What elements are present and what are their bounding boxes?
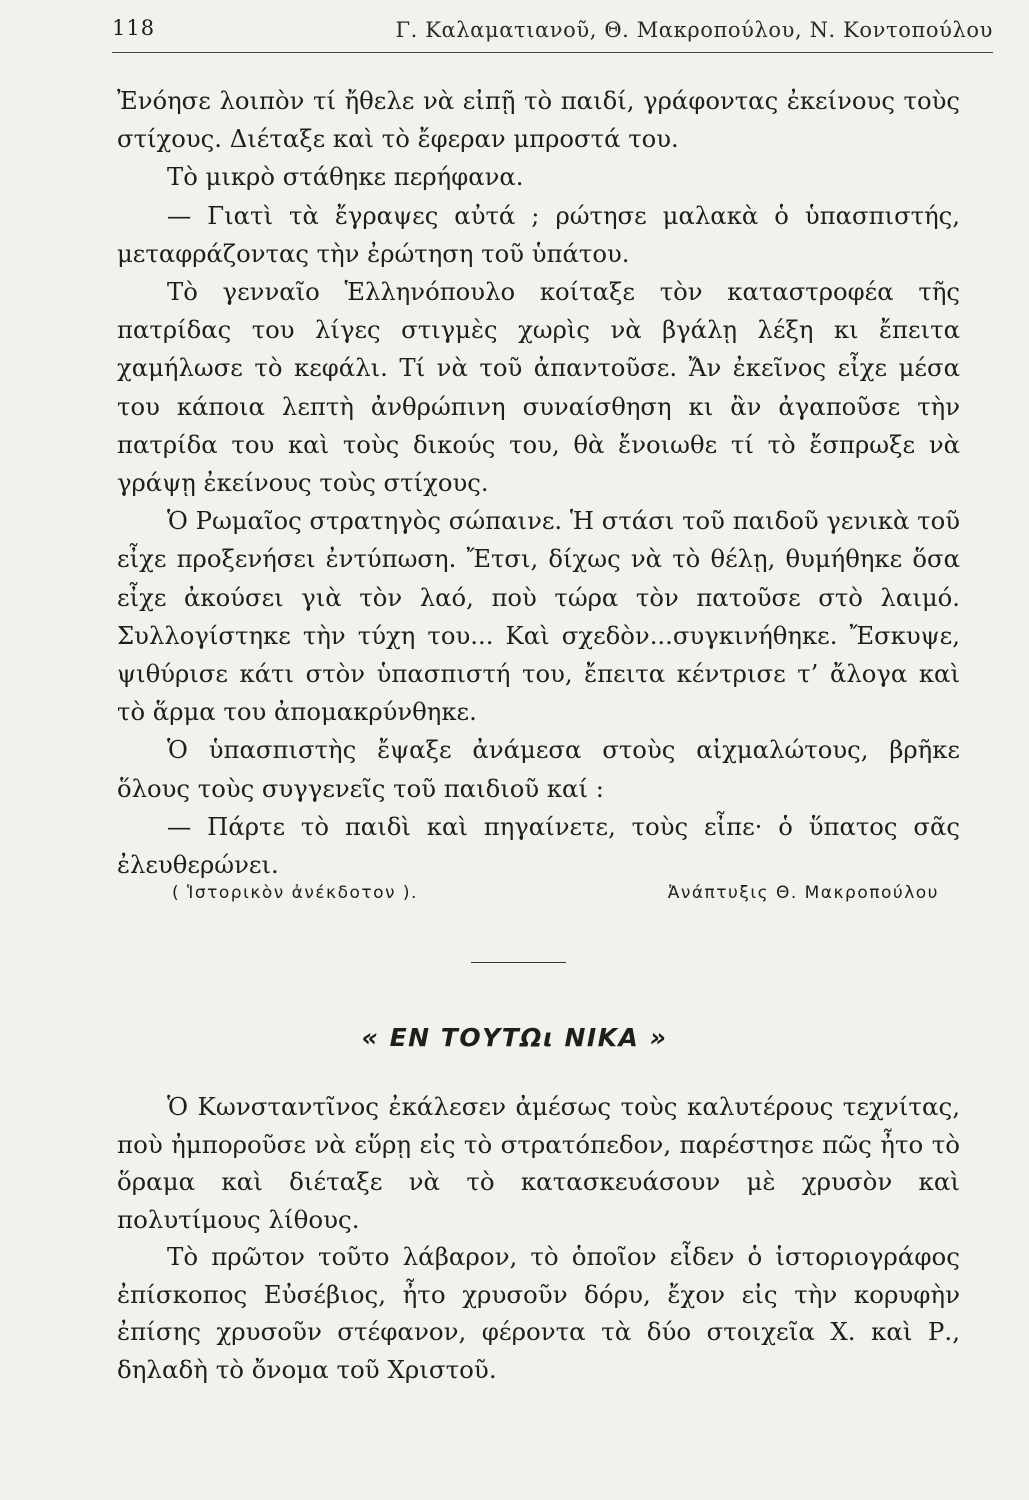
story-text (117, 82, 960, 884)
author-credit: Ἀνάπτυξις Θ. Μακροπούλου (667, 883, 939, 903)
section-text (117, 1088, 960, 1388)
section-title: « ΕΝ ΤΟΥΤΩι ΝΙΚΑ » (361, 1023, 668, 1052)
section-paragraph: Ὁ Κωνσταντῖνος ἐκάλεσεν ἀμέσως τοὺς καλυτέρους τεχνίτας, ποὺ ἠμποροῦσε νὰ εὕρῃ εἰς τὸ στρατόπεδον, παρέστησε πῶς ἦτο τὸ ὅραμα καὶ διέταξε νὰ τὸ κατασκευάσουν μὲ χρυσὸν καὶ πολυτίμους λίθους. (117, 1092, 960, 1234)
source-note: ( Ἱστορικὸν ἀνέκδοτον ). (172, 883, 418, 903)
story-paragraph: Ὁ Ρωμαῖος στρατηγὸς σώπαινε. Ἡ στάσι τοῦ παιδοῦ γενικὰ τοῦ εἶχε προξενήσει ἐντύπωση. Ἔτσι, δίχως νὰ τὸ θέλῃ, θυμήθηκε ὅσα εἶχε ἀκούσει γιὰ τὸν λαό, ποὺ τώρα τὸν πατοῦσε στὸ λαιμό. Συλλογίστηκε τὴν τύχη του... Καὶ σχεδὸν...συγκινήθηκε. Ἔσκυψε, ψιθύρισε κάτι στὸν ὑπασπιστή του, ἔπειτα κέντρισε τ’ ἄλογα καὶ τὸ ἅρμα του ἀπομακρύνθηκε. (117, 506, 960, 727)
page-header (112, 14, 993, 53)
story-paragraph: — Γιατὶ τὰ ἔγραψες αὐτά ; ρώτησε μαλακὰ ὁ ὑπασπιστής, μεταφράζοντας τὴν ἐρώτηση τοῦ ὑπάτου. (117, 200, 960, 268)
story-paragraph: Ἐνόησε λοιπὸν τί ἤθελε νὰ εἰπῇ τὸ παιδί, γράφοντας ἐκείνους τοὺς στίχους. Διέταξε καὶ τὸ ἔφεραν μπροστά του. (117, 86, 960, 154)
story-paragraph: Ὁ ὑπασπιστὴς ἔψαξε ἀνάμεσα στοὺς αἰχμαλώτους, βρῆκε ὅλους τοὺς συγγενεῖς τοῦ παιδιοῦ καί : (117, 735, 960, 803)
section-divider (471, 962, 566, 963)
running-head: Γ. Καλαματιανοῦ, Θ. Μακροπούλου, Ν. Κοντοπούλου (395, 18, 993, 42)
story-paragraph: Τὸ γενναῖο Ἑλληνόπουλο κοίταξε τὸν καταστροφέα τῆς πατρίδας του λίγες στιγμὲς χωρὶς νὰ βγάλῃ λέξη κι ἔπειτα χαμήλωσε τὸ κεφάλι. Τί νὰ τοῦ ἀπαντοῦσε. Ἄν ἐκεῖνος εἶχε μέσα του κάποια λεπτὴ ἀνθρώπινη συναίσθηση κι ἂν ἀγαποῦσε τὴν πατρίδα του καὶ τοὺς δικούς του, θὰ ἔνοιωθε τί τὸ ἔσπρωξε νὰ γράψῃ ἐκείνους τοὺς στίχους. (117, 277, 960, 498)
section-paragraph: Τὸ πρῶτον τοῦτο λάβαρον, τὸ ὁποῖον εἶδεν ὁ ἱστοριογράφος ἐπίσκοπος Εὐσέβιος, ἦτο χρυσοῦν δόρυ, ἔχον εἰς τὴν κορυφὴν ἐπίσης χρυσοῦν στέφανον, φέροντα τὰ δύο στοιχεῖα Χ. καὶ Ρ., δηλαδὴ τὸ ὄνομα τοῦ Χριστοῦ. (117, 1242, 960, 1384)
story-paragraph: Τὸ μικρὸ στάθηκε περήφανα. (167, 162, 524, 192)
story-paragraph: — Πάρτε τὸ παιδὶ καὶ πηγαίνετε, τοὺς εἶπε· ὁ ὕπατος σᾶς ἐλευθερώνει. (117, 811, 960, 880)
page-number: 118 (112, 16, 156, 40)
